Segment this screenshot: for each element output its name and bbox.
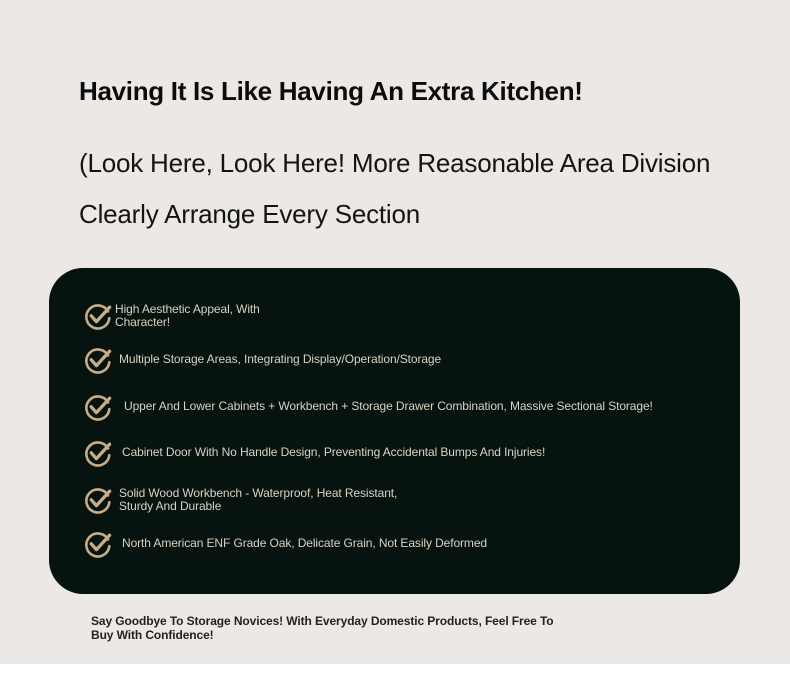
feature-item (84, 393, 653, 421)
footer-note: Say Goodbye To Storage Novices! With Everyday Domestic Products, Feel Free To Buy With Confidence! (91, 614, 554, 642)
feature-item (84, 439, 545, 467)
feature-text: Cabinet Door With No Handle Design, Preventing Accidental Bumps And Injuries! (122, 445, 546, 460)
feature-item (84, 486, 419, 514)
check-badge-icon (84, 530, 112, 558)
feature-text: Multiple Storage Areas, Integrating Display/Operation/Storage (119, 352, 442, 367)
check-badge-icon (84, 486, 112, 514)
page-title: Having It Is Like Having An Extra Kitchen! (79, 76, 583, 106)
check-badge-icon (84, 439, 112, 467)
page-subtitle: (Look Here, Look Here! More Reasonable Area Division Clearly Arrange Every Section (79, 148, 711, 229)
feature-text: North American ENF Grade Oak, Delicate Grain, Not Easily Deformed (122, 536, 487, 551)
feature-item (84, 346, 441, 374)
check-badge-icon (84, 393, 112, 421)
feature-item (84, 530, 487, 558)
features-panel (49, 268, 740, 594)
check-badge-icon (84, 302, 112, 330)
feature-text: Solid Wood Workbench - Waterproof, Heat Resistant, Sturdy And Durable (119, 485, 398, 513)
feature-text: High Aesthetic Appeal, With Character! (115, 301, 260, 329)
feature-text: Upper And Lower Cabinets + Workbench + Storage Drawer Combination, Massive Sectional Storage! (124, 399, 653, 414)
check-badge-icon (84, 346, 112, 374)
feature-item (84, 302, 290, 330)
